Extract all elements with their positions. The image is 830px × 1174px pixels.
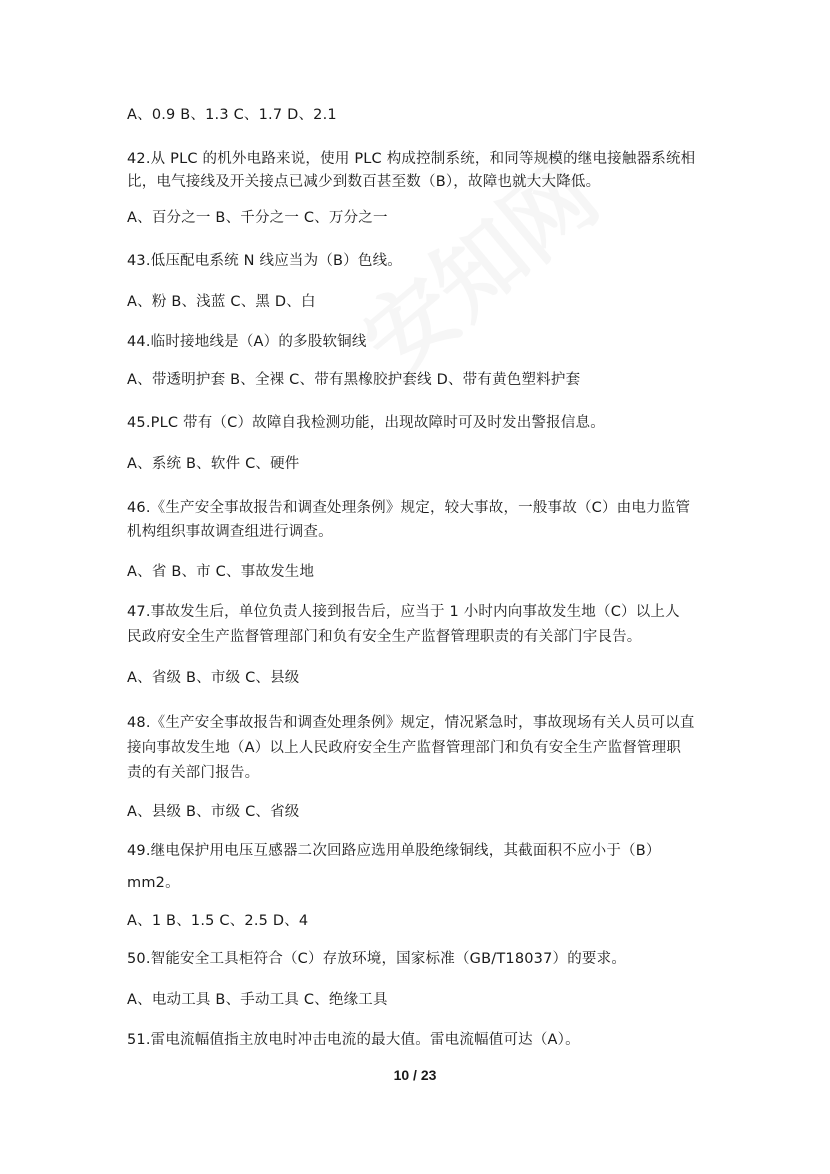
text-line: 45.PLC 带有（C）故障自我检测功能，出现故障时可及时发出警报信息。 bbox=[127, 415, 605, 431]
text-line: 50.智能安全工具柜符合（C）存放环境，国家标准（GB/T18037）的要求。 bbox=[127, 951, 627, 967]
text-line: A、带透明护套 B、全裸 C、带有黑橡胶护套线 D、带有黄色塑料护套 bbox=[127, 372, 581, 388]
text-line: 机构组织事故调查组进行调查。 bbox=[127, 524, 333, 540]
text-line: 42.从 PLC 的机外电路来说，使用 PLC 构成控制系统，和同等规模的继电接触器系统相 bbox=[127, 151, 696, 167]
text-line: 49.继电保护用电压互感器二次回路应选用单股绝缘铜线，其截面积不应小于（B） bbox=[127, 843, 661, 859]
text-line: A、县级 B、市级 C、省级 bbox=[127, 804, 300, 820]
text-line: 接向事故发生地（A）以上人民政府安全生产监督管理部门和负有安全生产监督管理职 bbox=[127, 740, 682, 756]
text-line: 比，电气接线及开关接点已减少到数百甚至数（B），故障也就大大降低。 bbox=[127, 174, 601, 190]
text-line: A、系统 B、软件 C、硬件 bbox=[127, 456, 300, 472]
text-line: 47.事故发生后，单位负责人接到报告后，应当于 1 小时内向事故发生地（C）以上人 bbox=[127, 604, 680, 620]
page-number: 10 / 23 bbox=[393, 1067, 437, 1083]
text-line: 责的有关部门报告。 bbox=[127, 765, 260, 781]
text-line: A、电动工具 B、手动工具 C、绝缘工具 bbox=[127, 992, 388, 1008]
text-line: 民政府安全生产监督管理部门和负有安全生产监督管理职责的有关部门宇艮告。 bbox=[127, 629, 642, 645]
text-line: 44.临时接地线是（A）的多股软铜线 bbox=[127, 334, 367, 350]
text-line: 43.低压配电系统 N 线应当为（B）色线。 bbox=[127, 253, 402, 269]
text-line: A、粉 B、浅蓝 C、黑 D、白 bbox=[127, 294, 316, 310]
text-line: A、0.9 B、1.3 C、1.7 D、2.1 bbox=[127, 107, 337, 123]
text-line: A、1 B、1.5 C、2.5 D、4 bbox=[127, 913, 309, 929]
text-line: 46.《生产安全事故报告和调查处理条例》规定，较大事故，一般事故（C）由电力监管 bbox=[127, 500, 691, 516]
text-line: mm2。 bbox=[127, 875, 180, 891]
text-line: A、百分之一 B、千分之一 C、万分之一 bbox=[127, 210, 388, 226]
text-line: A、省级 B、市级 C、县级 bbox=[127, 670, 300, 686]
text-line: 48.《生产安全事故报告和调查处理条例》规定，情况紧急时，事故现场有关人员可以直 bbox=[127, 715, 695, 731]
text-line: 51.雷电流幅值指主放电时冲击电流的最大值。雷电流幅值可达（A）。 bbox=[127, 1032, 580, 1048]
text-line: A、省 B、市 C、事故发生地 bbox=[127, 564, 315, 580]
